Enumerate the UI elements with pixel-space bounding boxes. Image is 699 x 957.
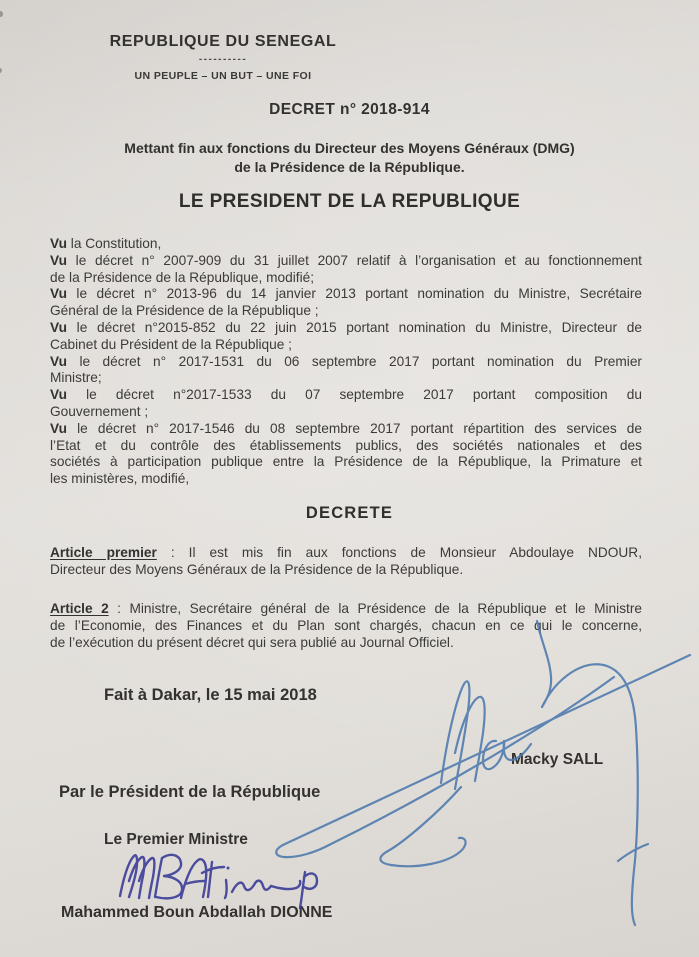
text-line: Général de la Présidence de la République ; [50,303,319,319]
text-line: de l’exécution du présent décret qui sera publié au Journal Officiel. [50,634,454,650]
scan-speck [0,68,2,73]
text-line: Article premier : Il est mis fin aux fonctions de Monsieur Abdoulaye NDOUR, [50,545,642,560]
text-line: l’Etat et du contrôle des établissements publics, des sociétés nationales et des [50,437,642,453]
article-2 [50,601,642,651]
header-separator: ---------- [198,54,248,65]
decree-subject [0,139,699,176]
national-motto: UN PEUPLE – UN BUT – UNE FOI [134,70,312,82]
decree-subject-line-1: Mettant fin aux fonctions du Directeur des Moyens Généraux (DMG) [124,140,575,156]
country-title: REPUBLIQUE DU SENEGAL [109,33,337,50]
president-name: Macky SALL [511,751,604,768]
prime-minister-name: Mahammed Boun Abdallah DIONNE [61,904,333,921]
text-line: Vu le décret n°2017-1533 du 07 septembre 2017 portant composition du [50,387,642,403]
scan-speck [0,11,3,17]
text-line: Vu le décret n°2015-852 du 22 juin 2015 portant nomination du Ministre, Directeur de [50,319,642,335]
text-line: Vu la Constitution, [50,236,162,251]
date-place-line: Fait à Dakar, le 15 mai 2018 [104,686,317,704]
text-line: Vu le décret n° 2017-1546 du 08 septembre 2017 portant répartition des services de [50,420,642,436]
text-line: de la Présidence de la République, modifié; [50,269,315,285]
text-line: Cabinet du Président de la République ; [50,336,292,352]
text-line: Article 2 : Ministre, Secrétaire général de la Présidence de la République et le Ministre [50,601,643,616]
president-signature-ink [276,621,690,925]
text-line: Ministre; [50,370,102,386]
countersign-intro: Par le Président de la République [59,783,321,801]
text-line: Vu le décret n° 2013-96 du 14 janvier 2013 portant nomination du Ministre, Secrétaire [50,286,642,302]
article-1 [50,545,642,579]
text-line: Vu le décret n° 2017-1531 du 06 septembre 2017 portant nomination du Premier [50,353,642,369]
text-line: Directeur des Moyens Généraux de la Présidence de la République. [50,561,464,577]
text-line: les ministères, modifié, [50,471,190,487]
decree-number: DECRET n° 2018-914 [269,101,430,118]
recitals-block [50,236,642,488]
pm-signature-ink [120,855,317,908]
prime-minister-title: Le Premier Ministre [104,831,248,848]
text-line: sociétés à participation publique entre la Présidence de la République, la Primature et [50,454,642,470]
text-line: Vu le décret n° 2007-909 du 31 juillet 2007 relatif à l’organisation et au fonctionnement [50,252,642,268]
president-title-heading: LE PRESIDENT DE LA REPUBLIQUE [178,191,521,212]
letterhead [80,33,366,82]
text-line: Gouvernement ; [50,403,149,419]
text-line: de l’Economie, des Finances et du Plan sont chargés, chacun en ce qui le concerne, [50,617,642,633]
decrete-heading: DECRETE [305,504,394,522]
decree-subject-line-2: de la Présidence de la République. [234,158,465,175]
